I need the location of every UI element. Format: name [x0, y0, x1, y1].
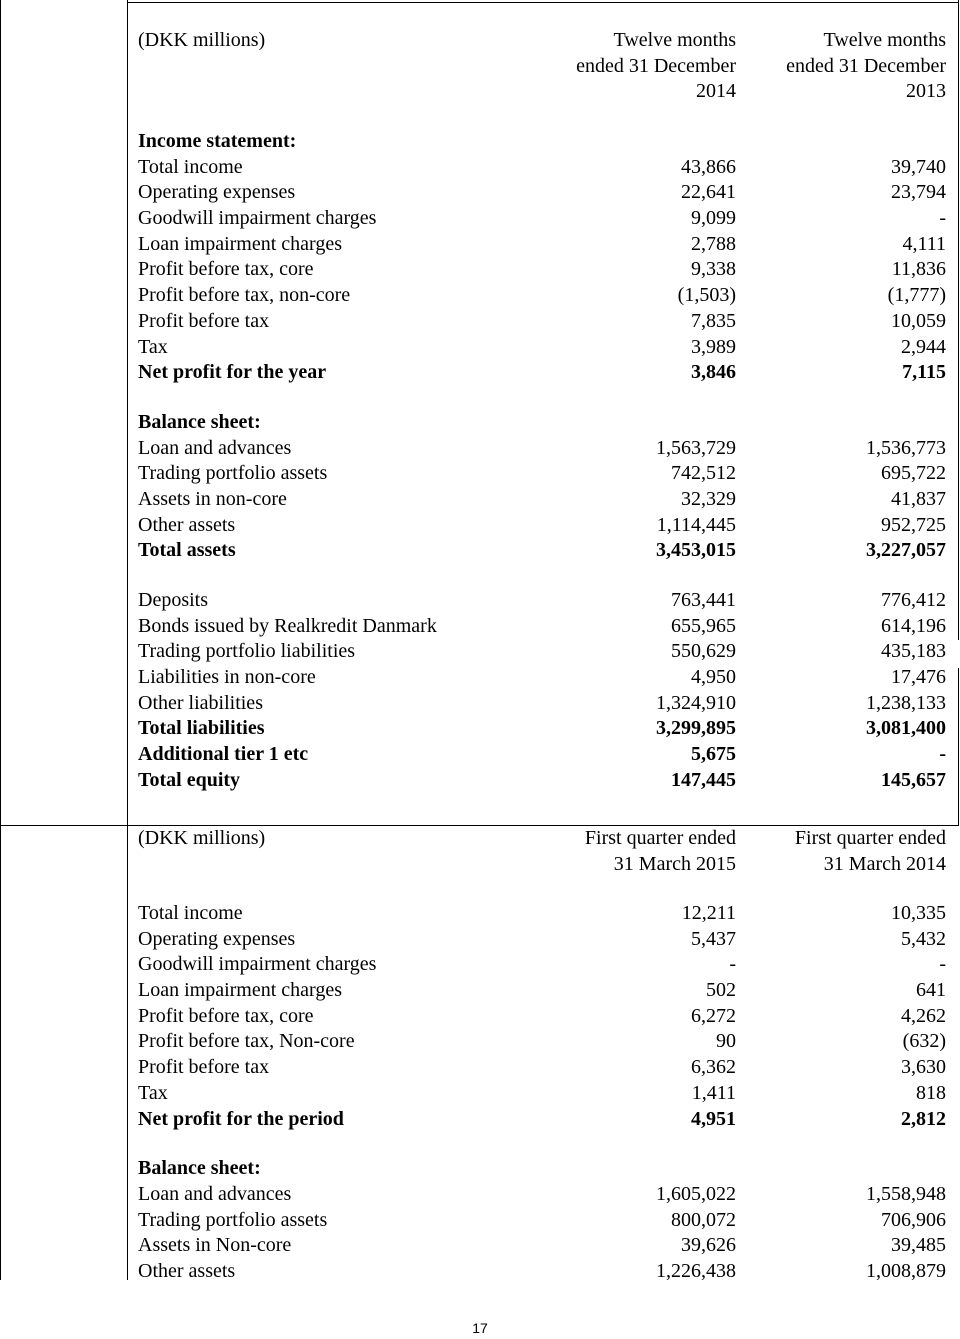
row-value-col2: 952,725 — [881, 513, 946, 536]
row-label: Additional tier 1 etc — [138, 743, 309, 766]
page-number: 17 — [472, 1320, 488, 1336]
row-label: Loan impairment charges — [138, 232, 343, 255]
table-row — [138, 1029, 946, 1055]
table-row — [138, 436, 946, 462]
table-row — [138, 952, 946, 978]
row-label: Tax — [138, 1081, 168, 1104]
row-value-col2: 145,657 — [881, 768, 946, 791]
row-value-col1: 12,211 — [681, 902, 736, 924]
row-value-col2: 5,432 — [901, 927, 946, 950]
row-value-col1: 32,329 — [681, 487, 736, 510]
row-value-col1: 9,099 — [691, 207, 736, 230]
frame-top — [127, 2, 959, 3]
row-value-col2: 3,227,057 — [866, 539, 946, 562]
row-label: Net profit for the year — [138, 361, 327, 384]
row-value-col1: 1,324,910 — [656, 691, 736, 714]
table-row — [138, 614, 946, 640]
row-value-col1: 4,950 — [691, 666, 736, 689]
row-value-col1: 5,437 — [691, 927, 736, 950]
row-value-col1: 550,629 — [671, 640, 736, 663]
table-row — [138, 927, 946, 953]
row-value-col2: 11,836 — [891, 258, 946, 281]
table-row — [138, 513, 946, 539]
table-row — [138, 901, 946, 927]
table-row — [138, 639, 946, 665]
row-label: Goodwill impairment charges — [138, 207, 377, 230]
row-value-col2: 435,183 — [881, 640, 946, 663]
quarterly-unit-label: (DKK millions) — [138, 827, 266, 849]
row-value-col1: 43,866 — [681, 155, 736, 178]
row-value-col1: 3,453,015 — [656, 539, 736, 562]
row-value-col2: 2,812 — [901, 1107, 946, 1130]
annual-liability-rows — [138, 588, 946, 794]
row-value-col2: 10,335 — [891, 902, 946, 924]
row-value-col2: - — [939, 953, 946, 976]
row-value-col2: 614,196 — [881, 614, 946, 637]
row-label: Goodwill impairment charges — [138, 953, 377, 976]
row-value-col1: 1,226,438 — [656, 1259, 736, 1282]
table-row — [138, 487, 946, 513]
row-value-col2: 1,558,948 — [866, 1182, 946, 1205]
quarterly-income-rows — [138, 901, 946, 1132]
row-label: Loan and advances — [138, 1182, 292, 1205]
row-value-col1: 9,338 — [691, 258, 736, 281]
row-label: Trading portfolio liabilities — [138, 640, 356, 663]
table-row — [138, 768, 946, 794]
row-label: Net profit for the period — [138, 1107, 344, 1130]
annual-header — [138, 28, 946, 105]
table-row — [138, 588, 946, 614]
row-label: Profit before tax, core — [138, 258, 314, 281]
income-statement-title: Income statement: — [138, 130, 297, 152]
row-label: Other assets — [138, 513, 236, 536]
row-label: Profit before tax, Non-core — [138, 1030, 355, 1053]
row-value-col2: 3,081,400 — [866, 717, 946, 740]
row-label: Deposits — [138, 589, 208, 611]
table-row — [138, 1081, 946, 1107]
annual-asset-rows — [138, 436, 946, 564]
row-value-col2: 641 — [916, 979, 946, 1002]
frame-left-inner — [127, 0, 128, 1280]
row-label: Loan and advances — [138, 436, 292, 459]
row-value-col2: 818 — [916, 1081, 946, 1104]
row-label: Total assets — [138, 539, 236, 562]
row-value-col2: 7,115 — [902, 361, 946, 384]
row-value-col1: 3,299,895 — [656, 717, 736, 740]
row-value-col2: 2,944 — [901, 335, 946, 358]
row-value-col2: 706,906 — [881, 1208, 946, 1231]
row-value-col2: - — [939, 207, 946, 230]
row-label: Tax — [138, 335, 168, 358]
row-value-col1: 502 — [706, 979, 736, 1002]
frame-right — [958, 0, 959, 640]
table-row — [138, 1107, 946, 1133]
row-value-col1: - — [729, 953, 736, 976]
row-label: Profit before tax, core — [138, 1004, 314, 1027]
annual-income-rows — [138, 155, 946, 386]
row-label: Assets in non-core — [138, 487, 287, 510]
frame-left-outer — [0, 0, 1, 1280]
row-value-col1: 4,951 — [691, 1107, 736, 1130]
row-value-col2: 4,111 — [902, 232, 946, 255]
quarterly-col1-header: First quarter ended 31 March 2015 — [584, 827, 736, 875]
quarterly-col2-header: First quarter ended 31 March 2014 — [794, 827, 946, 875]
row-value-col2: 41,837 — [891, 487, 946, 510]
row-value-col1: 6,362 — [691, 1056, 736, 1079]
row-value-col1: 22,641 — [681, 181, 736, 204]
quarterly-asset-rows — [138, 1182, 946, 1285]
annual-col1-header: Twelve months ended 31 December 2014 — [576, 29, 736, 103]
row-label: Loan impairment charges — [138, 979, 343, 1002]
row-value-col2: 1,238,133 — [866, 691, 946, 714]
table-row — [138, 206, 946, 232]
row-value-col2: 1,536,773 — [866, 436, 946, 459]
row-value-col1: 6,272 — [691, 1004, 736, 1027]
row-value-col1: 800,072 — [671, 1208, 736, 1231]
quarterly-table — [138, 826, 946, 1285]
table-row — [138, 360, 946, 386]
table-row — [138, 1259, 946, 1285]
row-value-col2: 39,740 — [891, 155, 946, 178]
row-value-col1: 90 — [716, 1030, 736, 1053]
row-value-col1: 5,675 — [691, 743, 736, 766]
table-row — [138, 538, 946, 564]
row-label: Total liabilities — [138, 717, 265, 740]
balance-sheet-title: Balance sheet: — [138, 410, 261, 433]
row-value-col2: 3,630 — [901, 1056, 946, 1079]
table-row — [138, 155, 946, 181]
table-row — [138, 180, 946, 206]
table-row — [138, 1233, 946, 1259]
row-value-col1: 2,788 — [691, 232, 736, 255]
row-value-col1: 147,445 — [671, 768, 736, 791]
row-value-col2: 17,476 — [891, 666, 946, 689]
table-row — [138, 232, 946, 258]
row-label: Other liabilities — [138, 691, 263, 714]
row-value-col2: 1,008,879 — [866, 1259, 946, 1282]
row-label: Total equity — [138, 768, 241, 791]
row-label: Other assets — [138, 1259, 236, 1282]
row-label: Trading portfolio assets — [138, 462, 328, 485]
frame-right-lower — [958, 668, 959, 826]
table-row — [138, 691, 946, 717]
row-value-col1: 1,563,729 — [656, 436, 736, 459]
row-label: Operating expenses — [138, 927, 296, 950]
annual-col2-header: Twelve months ended 31 December 2013 — [786, 29, 946, 103]
row-value-col1: (1,503) — [677, 284, 736, 307]
row-value-col2: (1,777) — [887, 284, 946, 307]
row-value-col1: 3,989 — [691, 335, 736, 358]
table-row — [138, 742, 946, 768]
row-value-col1: 1,114,445 — [656, 513, 736, 536]
row-value-col1: 39,626 — [681, 1234, 736, 1257]
table-row — [138, 665, 946, 691]
table-row — [138, 461, 946, 487]
row-label: Total income — [138, 902, 243, 924]
quarterly-balance-sheet-title: Balance sheet: — [138, 1157, 261, 1180]
row-value-col2: - — [939, 743, 946, 766]
row-label: Bonds issued by Realkredit Danmark — [138, 614, 437, 637]
table-row — [138, 257, 946, 283]
row-label: Assets in Non-core — [138, 1234, 292, 1257]
table-row — [138, 283, 946, 309]
row-value-col1: 742,512 — [671, 462, 736, 485]
row-label: Profit before tax — [138, 1056, 270, 1079]
row-value-col2: 4,262 — [901, 1004, 946, 1027]
row-value-col2: 10,059 — [891, 309, 946, 332]
table-row — [138, 1182, 946, 1208]
row-value-col1: 1,605,022 — [656, 1182, 736, 1205]
row-label: Profit before tax, non-core — [138, 284, 351, 307]
row-value-col1: 1,411 — [691, 1081, 736, 1104]
table-row — [138, 309, 946, 335]
row-value-col1: 655,965 — [671, 614, 736, 637]
row-value-col2: 23,794 — [891, 181, 946, 204]
row-value-col2: 776,412 — [881, 589, 946, 611]
row-value-col1: 7,835 — [691, 309, 736, 332]
annual-table — [138, 28, 946, 794]
table-row — [138, 1004, 946, 1030]
row-label: Trading portfolio assets — [138, 1208, 328, 1231]
row-label: Liabilities in non-core — [138, 666, 316, 689]
row-value-col1: 763,441 — [671, 589, 736, 611]
row-value-col2: 39,485 — [891, 1234, 946, 1257]
row-value-col1: 3,846 — [691, 361, 736, 384]
row-label: Operating expenses — [138, 181, 296, 204]
annual-unit-label: (DKK millions) — [138, 29, 266, 51]
table-row — [138, 716, 946, 742]
row-value-col2: (632) — [902, 1030, 946, 1053]
quarterly-header — [138, 826, 946, 877]
table-row — [138, 335, 946, 361]
table-row — [138, 1055, 946, 1081]
row-label: Total income — [138, 155, 243, 178]
row-label: Profit before tax — [138, 309, 270, 332]
table-row — [138, 978, 946, 1004]
table-row — [138, 1208, 946, 1234]
row-value-col2: 695,722 — [881, 462, 946, 485]
